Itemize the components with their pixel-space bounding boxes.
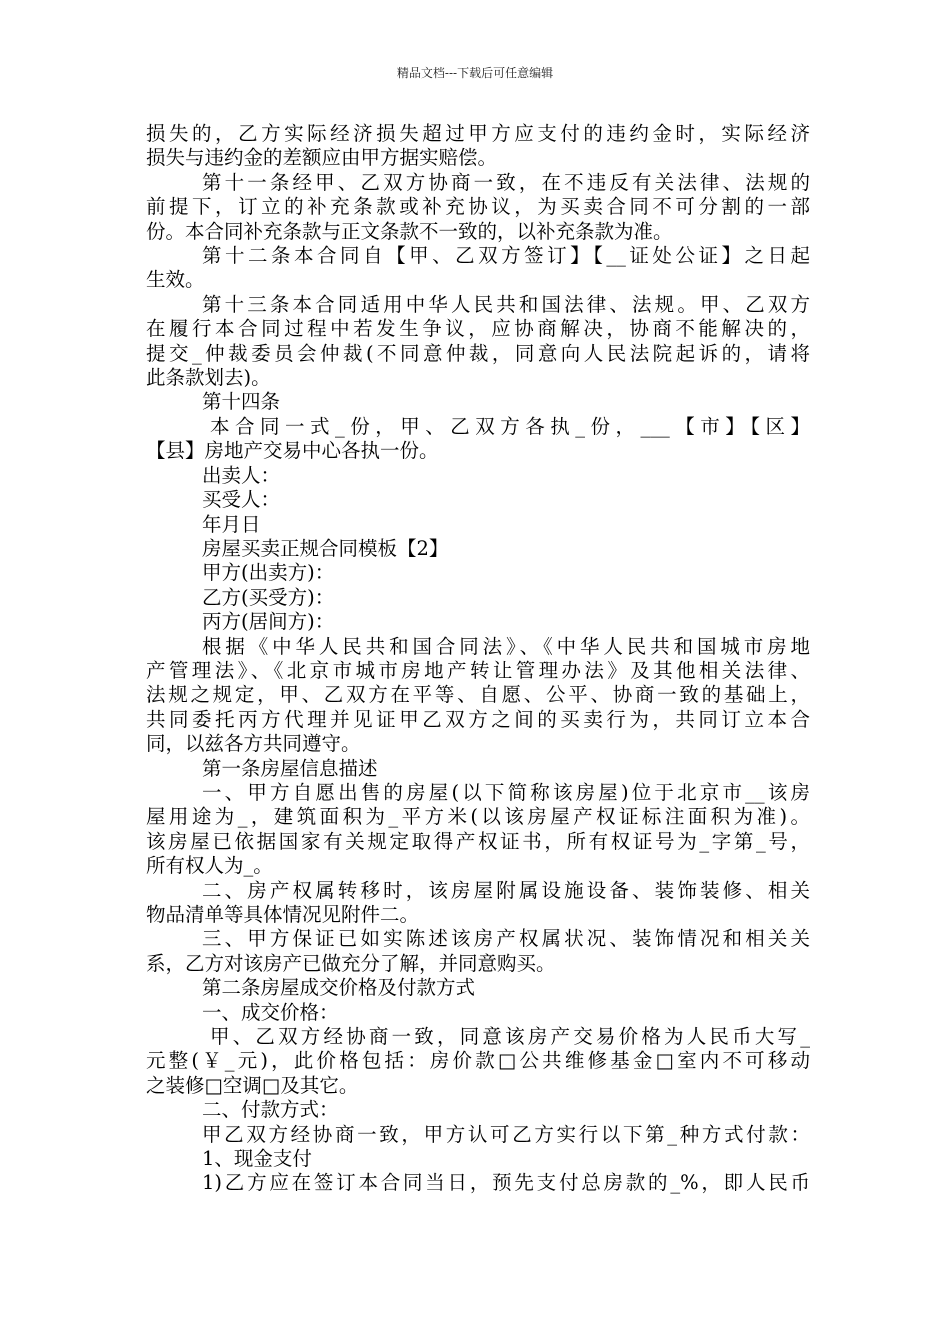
subsection-heading: 二、付款方式： <box>202 1098 339 1122</box>
body-line: 元整(￥_元)，此价格包括：房价款□公共维修基金□室内不可移动 <box>146 1049 810 1073</box>
document-body <box>146 122 810 1196</box>
body-line: 所有权人为_。 <box>146 854 273 878</box>
body-line: 损失的，乙方实际经济损失超过甲方应支付的违约金时，实际经济 <box>146 122 810 145</box>
body-line: 根据《中华人民共和国合同法》、《中华人民共和国城市房地 <box>202 634 810 658</box>
body-line: 之装修□空调□及其它。 <box>146 1073 359 1097</box>
body-line: 第十二条本合同自【甲、乙双方签订】【__证处公证】之日起 <box>202 244 810 268</box>
body-line: 此条款划去)。 <box>146 366 271 390</box>
body-line: 法规之规定，甲、乙双方在平等、自愿、公平、协商一致的基础上， <box>146 683 810 707</box>
body-line: 第十一条经甲、乙双方协商一致，在不违反有关法律、法规的 <box>202 170 810 194</box>
body-line: 本合同一式_份，甲、乙双方各执_份，___【市】【区】 <box>210 414 810 438</box>
page-header: 精品文档---下载后可任意编辑 <box>396 66 554 80</box>
party-c: 丙方(居间方)： <box>202 610 335 634</box>
body-line: 系，乙方对该房产已做充分了解，并同意购买。 <box>146 951 556 975</box>
body-line: 产管理法》、《北京市城市房地产转让管理办法》及其他相关法律、 <box>146 658 810 682</box>
signature-date: 年月日 <box>202 512 261 536</box>
section-heading: 第十四条 <box>202 390 281 414</box>
body-line: 屋用途为_，建筑面积为_平方米(以该房屋产权证标注面积为准)。 <box>146 805 810 829</box>
body-line: 共同委托丙方代理并见证甲乙双方之间的买卖行为，共同订立本合 <box>146 707 810 731</box>
body-line: 在履行本合同过程中若发生争议，应协商解决，协商不能解决的， <box>146 317 810 341</box>
subsection-heading: 1、现金支付 <box>202 1147 312 1171</box>
body-line: 提交_仲裁委员会仲裁(不同意仲裁，同意向人民法院起诉的，请将 <box>146 341 810 365</box>
signature-buyer: 买受人： <box>202 488 281 512</box>
body-line: 同，以兹各方共同遵守。 <box>146 732 361 756</box>
party-a: 甲方(出卖方)： <box>202 561 335 585</box>
party-b: 乙方(买受方)： <box>202 585 335 609</box>
body-line: 1)乙方应在签订本合同当日，预先支付总房款的_%，即人民币 <box>202 1171 810 1195</box>
body-line: 甲乙双方经协商一致，甲方认可乙方实行以下第_种方式付款： <box>202 1122 810 1146</box>
body-line: 份。本合同补充条款与正文条款不一致的，以补充条款为准。 <box>146 219 673 243</box>
section-heading: 第二条房屋成交价格及付款方式 <box>202 976 476 1000</box>
body-line: 【县】房地产交易中心各执一份。 <box>146 439 439 463</box>
section-heading: 第一条房屋信息描述 <box>202 756 378 780</box>
body-line: 甲、乙双方经协商一致，同意该房产交易价格为人民币大写_ <box>210 1025 810 1049</box>
body-line: 该房屋已依据国家有关规定取得产权证书，所有权证号为_字第_号， <box>146 829 810 853</box>
body-line: 物品清单等具体情况见附件二。 <box>146 903 420 926</box>
body-line: 前提下，订立的补充条款或补充协议，为买卖合同不可分割的一部 <box>146 195 810 219</box>
body-line: 二、房产权属转移时，该房屋附属设施设备、装饰装修、相关 <box>202 878 810 902</box>
signature-seller: 出卖人： <box>202 463 281 487</box>
subsection-heading: 一、成交价格： <box>202 1000 339 1024</box>
body-line: 三、甲方保证已如实陈述该房产权属状况、装饰情况和相关关 <box>202 927 810 951</box>
body-line: 生效。 <box>146 268 205 292</box>
body-line: 损失与违约金的差额应由甲方据实赔偿。 <box>146 146 498 170</box>
document-title: 房屋买卖正规合同模板【2】 <box>202 536 449 560</box>
body-line: 第十三条本合同适用中华人民共和国法律、法规。甲、乙双方 <box>202 292 810 316</box>
body-line: 一、甲方自愿出售的房屋(以下简称该房屋)位于北京市__该房 <box>202 780 810 804</box>
